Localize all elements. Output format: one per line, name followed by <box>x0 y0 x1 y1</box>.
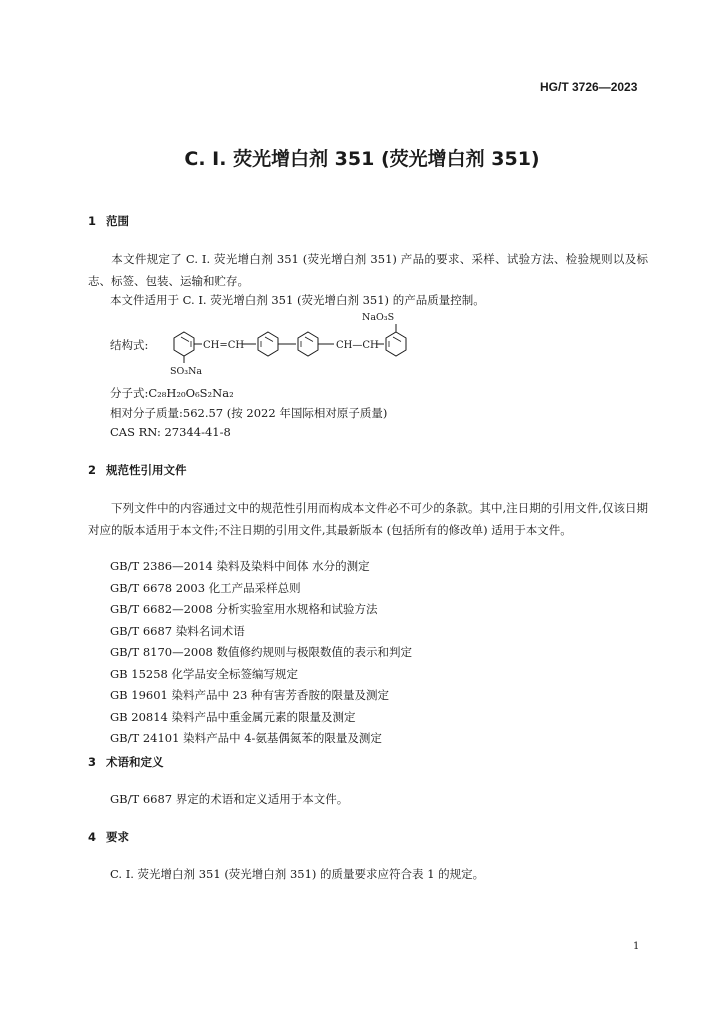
sulfonate-group-top: NaO₃S <box>362 312 395 323</box>
structural-formula <box>148 306 438 378</box>
reference-item: GB 19601 染料产品中 23 种有害芳香胺的限量及测定 <box>110 688 389 702</box>
formula-label: 分子式: <box>110 386 149 400</box>
reference-item: GB/T 6678 2003 化工产品采样总则 <box>110 580 301 595</box>
cas-number <box>110 425 231 439</box>
section-1-paragraph-2: 本文件适用于 C. I. 荧光增白剂 351 (荧光增白剂 351) 的产品质量控制。 <box>110 293 485 307</box>
reference-item: GB/T 2386—2014 染料及染料中间体 水分的测定 <box>110 559 370 573</box>
structure-label: 结构式: <box>110 338 149 352</box>
molecular-formula <box>110 385 234 401</box>
section-number: 1 <box>88 214 97 228</box>
section-1-paragraph-1 <box>88 248 648 292</box>
reference-item: GB/T 6687 染料名词术语 <box>110 623 245 638</box>
reference-item: GB/T 8170—2008 数值修约规则与极限数值的表示和判定 <box>110 645 413 659</box>
section-title: 术语和定义 <box>106 755 164 769</box>
section-4-heading <box>88 829 129 845</box>
reference-item: GB/T 6682—2008 分析实验室用水规格和试验方法 <box>110 602 378 616</box>
section-number: 2 <box>88 463 97 477</box>
section-3-heading <box>88 754 164 770</box>
paragraph-text: 下列文件中的内容通过文中的规范性引用而构成本文件必不可少的条款。其中,注日期的引用文件,仅该日期对应的版本适用于本文件;不注日期的引用文件,其最新版本 (包括所有的修改单) 适用于本文件。 <box>88 501 648 537</box>
page-number: 1 <box>633 941 640 952</box>
vinylene-linker-left: CH=CH <box>203 340 245 351</box>
normative-references-list <box>110 556 412 750</box>
section-2-paragraph <box>88 497 648 541</box>
mass-label: 相对分子质量: <box>110 406 183 420</box>
mass-value: 562.57 (按 2022 年国际相对原子质量) <box>182 406 388 420</box>
section-1-heading <box>88 213 129 229</box>
reference-item: GB 15258 化学品安全标签编写规定 <box>110 666 299 681</box>
document-title: C. I. 荧光增白剂 351 (荧光增白剂 351) <box>184 148 540 170</box>
paragraph-text: 本文件规定了 C. I. 荧光增白剂 351 (荧光增白剂 351) 产品的要求、采样、试验方法、检验规则以及标志、标签、包装、运输和贮存。 <box>88 252 648 288</box>
section-4-paragraph: C. I. 荧光增白剂 351 (荧光增白剂 351) 的质量要求应符合表 1 的规定。 <box>110 867 485 881</box>
vinylene-linker-right: CH—CH <box>336 340 379 351</box>
section-2-heading <box>88 462 187 478</box>
standard-number: HG/T 3726—2023 <box>540 80 638 94</box>
section-number: 4 <box>88 830 97 844</box>
sulfonate-group-bottom: SO₃Na <box>170 366 203 377</box>
relative-molecular-mass <box>110 405 387 421</box>
formula-value: C₂₈H₂₀O₆S₂Na₂ <box>148 386 234 400</box>
reference-item: GB 20814 染料产品中重金属元素的限量及测定 <box>110 709 356 724</box>
section-title: 规范性引用文件 <box>106 463 187 477</box>
cas-value: 27344-41-8 <box>164 425 231 439</box>
section-number: 3 <box>88 755 97 769</box>
cas-label: CAS RN: <box>110 425 161 439</box>
section-title: 范围 <box>106 214 129 228</box>
section-title: 要求 <box>106 830 129 844</box>
reference-item: GB/T 24101 染料产品中 4-氨基偶氮苯的限量及测定 <box>110 731 382 745</box>
section-3-paragraph: GB/T 6687 界定的术语和定义适用于本文件。 <box>110 792 349 806</box>
